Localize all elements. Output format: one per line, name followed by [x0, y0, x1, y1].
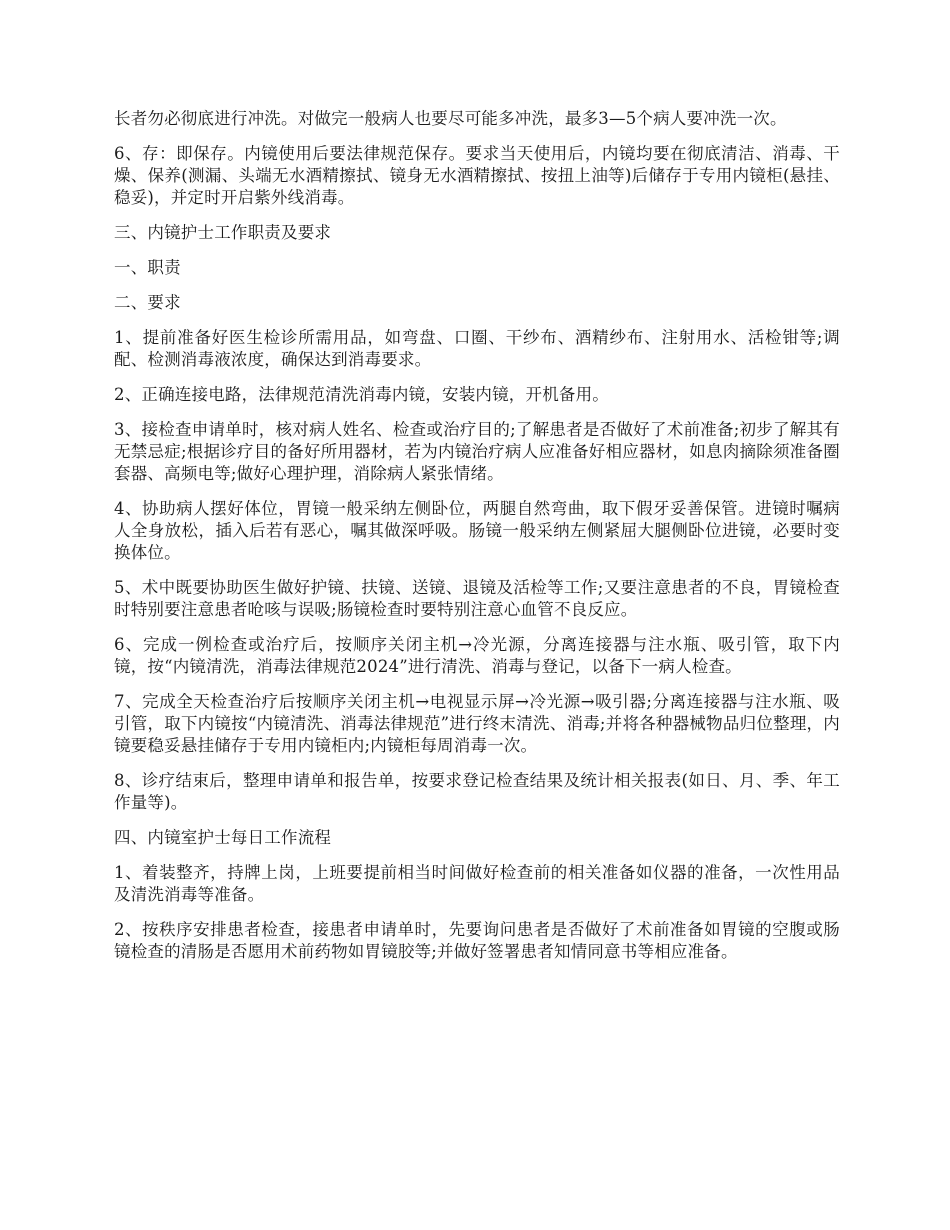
requirement-item-1: 1、提前准备好医生检诊所需用品，如弯盘、口圈、干纱布、酒精纱布、注射用水、活检钳等;调配、检测消毒液浓度，确保达到消毒要求。	[114, 328, 840, 369]
subheading-requirements: 二、要求	[114, 293, 181, 312]
requirement-item-4: 4、协助病人摆好体位，胃镜一般采纳左侧卧位，两腿自然弯曲，取下假牙妥善保管。进镜时嘱病人全身放松，插入后若有恶心，嘱其做深呼吸。肠镜一般采纳左侧紧屈大腿侧卧位进镜，必要时变换体位。	[114, 499, 840, 562]
requirement-item-6: 6、完成一例检查或治疗后，按顺序关闭主机→冷光源，分离连接器与注水瓶、吸引管，取下内镜，按“内镜清洗，消毒法律规范2024”进行清洗、消毒与登记，以备下一病人检查。	[114, 635, 840, 676]
requirement-item-8: 8、诊疗结束后，整理申请单和报告单，按要求登记检查结果及统计相关报表(如日、月、季、年工作量等)。	[114, 771, 840, 812]
workflow-item-2: 2、按秩序安排患者检查，接患者申请单时，先要询问患者是否做好了术前准备如胃镜的空腹或肠镜检查的清肠是否愿用术前药物如胃镜胶等;并做好签署患者知情同意书等相应准备。	[114, 920, 840, 961]
requirement-item-7: 7、完成全天检查治疗后按顺序关闭主机→电视显示屏→冷光源→吸引器;分离连接器与注水瓶、吸引管，取下内镜按“内镜清洗、消毒法律规范”进行终末清洗、消毒;并将各种器械物品归位整理，内镜要稳妥悬挂储存于专用内镜柜内;内镜柜每周消毒一次。	[114, 692, 840, 755]
section-heading-daily-workflow: 四、内镜室护士每日工作流程	[114, 828, 332, 847]
paragraph-flush-continuation: 长者勿必彻底进行冲洗。对做完一般病人也要尽可能多冲洗，最多3—5个病人要冲洗一次。	[114, 109, 787, 128]
section-heading-nurse-duties: 三、内镜护士工作职责及要求	[114, 223, 332, 242]
requirement-item-3: 3、接检查申请单时，核对病人姓名、检查或治疗目的;了解患者是否做好了术前准备;初步了解其有无禁忌症;根据诊疗目的备好所用器材，若为内镜治疗病人应准备好相应器材，如息肉摘除须准备圈套器、高频电等;做好心理护理，消除病人紧张情绪。	[114, 420, 840, 483]
requirement-item-2: 2、正确连接电路，法律规范清洗消毒内镜，安装内镜，开机备用。	[114, 385, 609, 404]
requirement-item-5: 5、术中既要协助医生做好护镜、扶镜、送镜、退镜及活检等工作;又要注意患者的不良，胃镜检查时特别要注意患者呛咳与误吸;肠镜检查时要特别注意心血管不良反应。	[114, 578, 840, 619]
subheading-duties: 一、职责	[114, 258, 181, 277]
document-body	[114, 108, 840, 976]
workflow-item-1: 1、着装整齐，持牌上岗，上班要提前相当时间做好检查前的相关准备如仪器的准备，一次性用品及清洗消毒等准备。	[114, 863, 840, 904]
paragraph-storage-step: 6、存：即保存。内镜使用后要法律规范保存。要求当天使用后，内镜均要在彻底清洁、消毒、干燥、保养(测漏、头端无水酒精擦拭、镜身无水酒精擦拭、按扭上油等)后储存于专用内镜柜(悬挂、稳妥)，并定时开启紫外线消毒。	[114, 144, 840, 207]
